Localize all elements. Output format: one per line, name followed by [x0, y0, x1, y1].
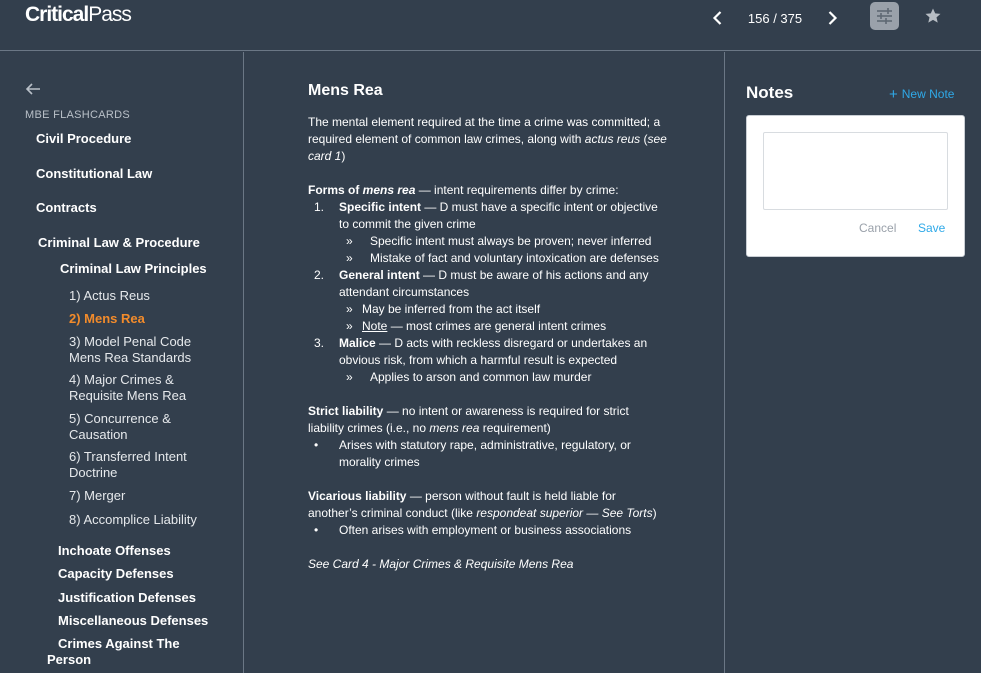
- sidebar-card-4[interactable]: 4) Major Crimes & Requisite Mens Rea: [69, 372, 187, 403]
- sidebar-topic-miscellaneous[interactable]: Miscellaneous Defenses: [58, 613, 209, 628]
- vicarious-liability: Vicarious liability — person without fault is held liable for another’s criminal conduct (like respondeat superior — See Torts): [308, 489, 657, 520]
- notes-title: Notes: [746, 83, 794, 102]
- note-textarea[interactable]: [763, 132, 948, 210]
- forms-heading: Forms of mens rea — intent requirements differ by crime:: [308, 183, 619, 197]
- list-item: » Specific intent must always be proven; never inferred: [346, 234, 652, 248]
- arrow-left-icon[interactable]: [25, 81, 41, 97]
- sidebar-topic-inchoate[interactable]: Inchoate Offenses: [58, 543, 171, 558]
- chevron-left-icon[interactable]: [709, 9, 727, 27]
- flashcard-pane: [245, 52, 725, 673]
- sliders-icon: [870, 2, 899, 30]
- list-item: » May be inferred from the act itself: [346, 302, 541, 316]
- sidebar-card-1[interactable]: 1) Actus Reus: [69, 288, 150, 303]
- sidebar-card-8[interactable]: 8) Accomplice Liability: [69, 512, 197, 527]
- sidebar-item-civil-procedure[interactable]: Civil Procedure: [36, 131, 132, 146]
- sidebar-topic-justification[interactable]: Justification Defenses: [58, 590, 196, 605]
- logo: CriticalPass: [25, 3, 131, 26]
- list-item: 2. General intent — D must be aware of his actions and any attendant circumstances: [314, 268, 649, 299]
- list-item: » Mistake of fact and voluntary intoxication are defenses: [346, 251, 659, 265]
- chevron-right-icon[interactable]: [823, 9, 841, 27]
- sidebar: [0, 52, 244, 673]
- see-card-link[interactable]: See Card 4 - Major Crimes & Requisite Mens Rea: [308, 557, 574, 571]
- new-note-button[interactable]: + New Note: [889, 86, 955, 103]
- flashcard: [308, 82, 668, 573]
- save-button[interactable]: Save: [918, 221, 946, 235]
- sidebar-card-3[interactable]: 3) Model Penal Code Mens Rea Standards: [69, 334, 192, 365]
- sidebar-heading: MBE FLASHCARDS: [25, 109, 131, 121]
- strict-liability: Strict liability — no intent or awareness is required for strict liability crimes (i.e., no mens rea requirement): [308, 404, 629, 435]
- cancel-button[interactable]: Cancel: [859, 221, 897, 235]
- sidebar-section-criminal-law-principles[interactable]: Criminal Law Principles: [60, 261, 207, 276]
- list-item: • Arises with statutory rape, administrative, regulatory, or morality crimes: [314, 438, 631, 469]
- list-item: » Note — most crimes are general intent crimes: [346, 319, 607, 333]
- sidebar-item-constitutional-law[interactable]: Constitutional Law: [36, 166, 153, 181]
- list-item: » Applies to arson and common law murder: [346, 370, 592, 384]
- notes-panel: [726, 52, 981, 673]
- plus-icon: +: [889, 86, 898, 103]
- sidebar-card-6[interactable]: 6) Transferred Intent Doctrine: [69, 449, 187, 480]
- card-title: Mens Rea: [308, 82, 383, 99]
- sidebar-card-2-active[interactable]: 2) Mens Rea: [69, 311, 145, 326]
- list-item: 3. Malice — D acts with reckless disregard or undertakes an obvious risk, from which a harmful result is expected: [314, 336, 648, 367]
- sidebar-card-7[interactable]: 7) Merger: [69, 488, 126, 503]
- sidebar-topic-crimes-against-person[interactable]: Crimes Against The Person: [47, 636, 180, 667]
- card-counter: 156 / 375: [747, 11, 803, 26]
- sidebar-card-5[interactable]: 5) Concurrence & Causation: [69, 411, 171, 442]
- top-bar: [0, 0, 981, 51]
- list-item: • Often arises with employment or business associations: [314, 523, 632, 537]
- note-editor: [746, 115, 965, 257]
- card-intro: The mental element required at the time a crime was committed; a required element of common law crimes, along with actus reus (see card 1): [308, 115, 667, 163]
- list-item: 1. Specific intent — D must have a specific intent or objective to commit the given crime: [314, 200, 658, 231]
- sidebar-topic-capacity[interactable]: Capacity Defenses: [58, 566, 174, 581]
- sidebar-item-contracts[interactable]: Contracts: [36, 200, 97, 215]
- sidebar-item-criminal-law[interactable]: Criminal Law & Procedure: [38, 235, 200, 250]
- star-icon[interactable]: [924, 7, 942, 25]
- settings-button[interactable]: [870, 2, 899, 30]
